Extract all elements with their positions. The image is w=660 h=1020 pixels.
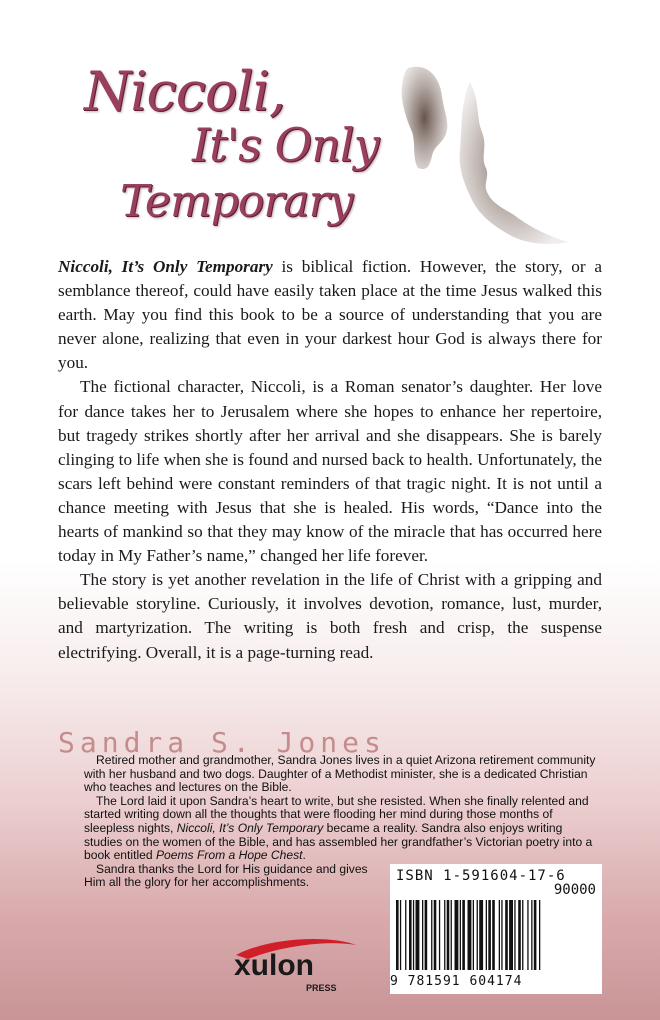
barcode-bar [400,900,401,970]
barcode-bar [531,900,532,970]
title-line-2: It's Only [192,118,379,172]
barcode-bar [527,900,528,970]
barcode-bar [444,900,445,970]
barcode-bar [439,900,440,970]
barcode-bar [460,900,461,970]
barcode-bar [501,900,502,970]
barcode-bar [396,900,399,970]
publisher-sub: PRESS [306,983,337,993]
barcode-bars [396,900,596,974]
barcode-bar [425,900,428,970]
blurb-paragraph-3: The story is yet another revelation in the life of Christ with a gripping and believable storyline. Curiously, it involves devotion, romance, lust, murder, and martyrization. The writing is both fresh and crisp, the suspense electrifying. Overall, it is a page-turning read. [58,570,602,662]
barcode-bar [455,900,459,970]
barcode-bar [422,900,423,970]
title-line-1: Niccoli, [84,60,286,123]
barcode-bar [409,900,412,970]
price-code: 90000 [553,882,596,898]
barcode-bar [486,900,487,970]
barcode-bar [539,900,540,970]
bio-paragraph-3: Sandra thanks the Lord for His guidance and gives Him all the glory for her accomplishments. [84,861,368,890]
faces-illustration [398,60,598,250]
blurb-paragraph-2: The fictional character, Niccoli, is a Roman senator’s daughter. Her love for dance takes her to Jerusalem where she hopes to enhance her repertoire, but tragedy strikes shortly after her arrival and she disappears. She is barely clinging to life when she is found and nursed back to health. Unfortunately, the scars left behind were constant reminders of that tragic night. It is not until a chance meeting with Jesus that she is healed. His words, “Dance into the hearts of mankind so that they may know of the miracle that has occurred here today in My Father’s name,” changed her life forever. [58,377,602,566]
isbn-number: ISBN 1-591604-17-6 [396,868,566,884]
title-line-3: Temporary [120,176,353,227]
ean-number: 9 781591 604174 [390,974,523,989]
barcode-bar [505,900,508,970]
book-title [84,60,404,235]
barcode-bar [534,900,537,970]
barcode-bar [416,900,420,970]
barcode-bar [451,900,452,970]
xulon-swoosh-icon [230,935,360,995]
barcode-bar [477,900,478,970]
bio-p2-text-b: became a reality. Sandra also enjoys writing studies on the women of the Bible, and has assembled her grandfather’s Victorian poetry into a book entitled [84,820,593,863]
bio-p2-text-a: The Lord laid it upon Sandra’s heart to write, but she resisted. When she finally relented and started writing down all the thoughts that were flooding her mind during those months of sleepless nights, [84,793,589,835]
barcode-bar [488,900,491,970]
barcode-bar [499,900,500,970]
publisher-logo [230,935,360,995]
barcode-bar [492,900,495,970]
blurb-paragraph-1 [58,255,602,375]
barcode-bar [479,900,483,970]
barcode-bar [413,900,414,970]
bio-book-title: Niccoli, It’s Only Temporary [176,820,324,835]
barcode-bar [434,900,437,970]
barcode-bar [522,900,523,970]
barcode-bar [468,900,472,970]
bio-poems-title: Poems From a Hope Chest [155,848,303,863]
barcode-bar [447,900,450,970]
publisher-name: xulon [234,949,314,982]
barcode-bar [473,900,474,970]
barcode-bar [518,900,521,970]
barcode-bar [405,900,406,970]
book-blurb [58,255,602,665]
bio-p2-text-c: . [302,848,306,863]
barcode-bar [462,900,465,970]
barcode-bar [509,900,513,970]
blurb-book-title: Niccoli, It’s Only Temporary [58,257,273,276]
barcode-bar [514,900,515,970]
barcode-bar [431,900,432,970]
author-name: Sandra S. Jones [58,726,386,759]
bio-paragraph-1: Retired mother and grandmother, Sandra Jones lives in a quiet Arizona retirement community with her husband and two dogs. Daughter of a Methodist minister, she is a dedicated Christian who teaches and lectures on the Bible. [84,753,596,795]
isbn-barcode [390,864,602,994]
bio-paragraph-2 [84,795,604,863]
blurb-p1-text: is biblical fiction. However, the story, or a semblance thereof, could have easily taken place at the time Jesus walked this earth. May you find this book to be a source of understanding that you are never alone, realizing that even in your darkest hour God is always there for you. [58,257,602,373]
